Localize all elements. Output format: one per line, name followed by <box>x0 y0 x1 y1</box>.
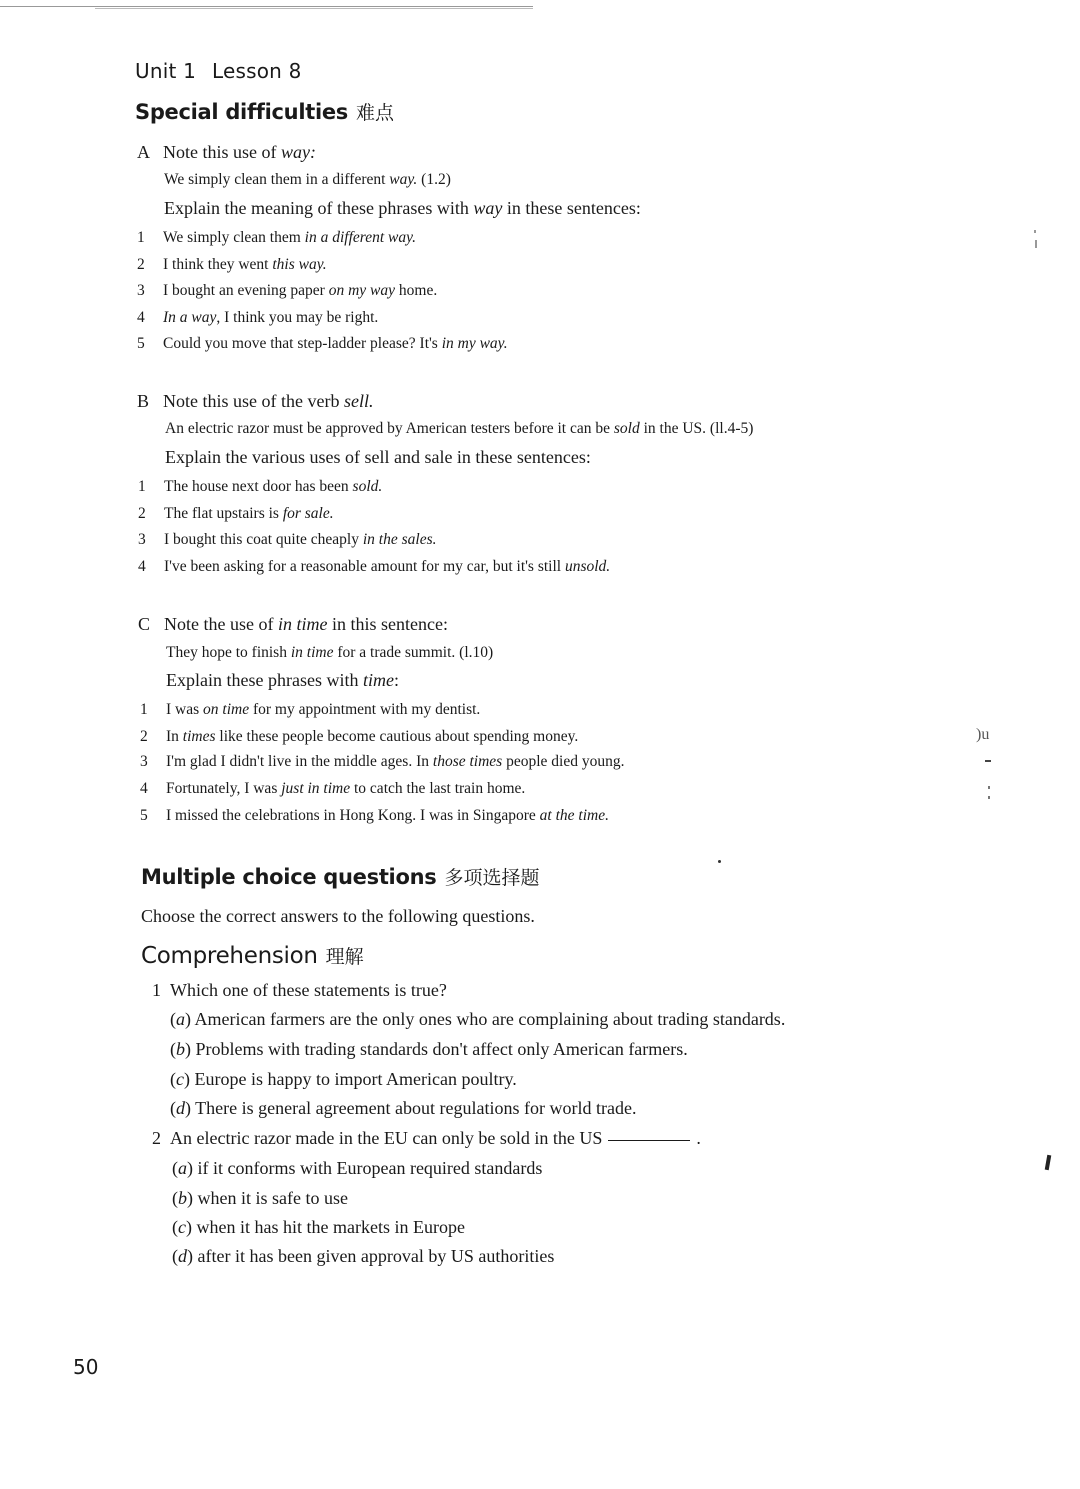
mcq-title: Multiple choice questions <box>141 865 437 889</box>
list-item: 5 I missed the celebrations in Hong Kong. I was in Singapore at the time. <box>140 807 609 824</box>
page-number: 50 <box>73 1355 99 1379</box>
lesson-label: Lesson 8 <box>212 59 302 83</box>
question-1: 1 Which one of these statements is true? <box>152 980 447 1000</box>
option-d: (d) after it has been given approval by US authorities <box>172 1246 555 1266</box>
comprehension-title-cn: 理解 <box>325 946 364 968</box>
margin-mark <box>985 760 991 762</box>
option-c: (c) Europe is happy to import American poultry. <box>170 1069 517 1089</box>
list-item: 1 The house next door has been sold. <box>138 478 383 495</box>
section-c-example: They hope to finish in time for a trade summit. (l.10) <box>166 644 494 661</box>
list-item: 2 The flat upstairs is for sale. <box>138 505 334 522</box>
unit-lesson-heading <box>135 59 302 83</box>
section-b-note: B Note this use of the verb sell. <box>137 391 374 411</box>
top-rule <box>0 6 533 7</box>
section-a-instruction: Explain the meaning of these phrases with way in these sentences: <box>164 198 641 218</box>
margin-mark <box>988 796 990 799</box>
mcq-title-cn: 多项选择题 <box>444 867 540 889</box>
option-b: (b) Problems with trading standards don't affect only American farmers. <box>170 1039 688 1059</box>
list-item: 5 Could you move that step-ladder please? It's in my way. <box>137 335 508 352</box>
unit-label: Unit 1 <box>135 59 196 83</box>
section-title-cn: 难点 <box>356 102 395 124</box>
question-2: 2 An electric razor made in the EU can only be sold in the US . <box>152 1128 701 1148</box>
comprehension-title: Comprehension <box>141 943 318 969</box>
option-d: (d) There is general agreement about regulations for world trade. <box>170 1098 637 1118</box>
top-rule-inner <box>95 8 533 9</box>
margin-mark <box>1045 1155 1052 1170</box>
option-a: (a) American farmers are the only ones who are complaining about trading standards. <box>170 1009 786 1029</box>
list-item: 4 I've been asking for a reasonable amount for my car, but it's still unsold. <box>138 558 611 575</box>
list-item: 2 In times like these people become cautious about spending money. <box>140 728 579 745</box>
special-difficulties-heading <box>135 98 394 125</box>
list-item: 1 I was on time for my appointment with my dentist. <box>140 701 481 718</box>
section-letter: A <box>137 142 150 162</box>
section-c-note: C Note the use of in time in this sentence: <box>138 614 448 634</box>
option-a: (a) if it conforms with European required standards <box>172 1158 543 1178</box>
list-item: 3 I bought this coat quite cheaply in the sales. <box>138 531 437 548</box>
mcq-heading <box>141 863 539 890</box>
option-c: (c) when it has hit the markets in Europe <box>172 1217 465 1237</box>
list-item: 3 I'm glad I didn't live in the middle ages. In those times people died young. <box>140 753 625 770</box>
list-item: 4 Fortunately, I was just in time to catch the last train home. <box>140 780 526 797</box>
section-a-example: We simply clean them in a different way. (1.2) <box>164 171 451 188</box>
margin-text: )u <box>976 726 990 743</box>
option-b: (b) when it is safe to use <box>172 1188 348 1208</box>
list-item: 4 In a way, I think you may be right. <box>137 309 379 326</box>
margin-mark <box>988 786 990 789</box>
margin-mark <box>1035 240 1037 248</box>
list-item: 3 I bought an evening paper on my way home. <box>137 282 438 299</box>
section-c-instruction: Explain these phrases with time: <box>166 670 399 690</box>
margin-mark <box>718 860 721 863</box>
section-letter: C <box>138 614 151 634</box>
section-a-note: A Note this use of way: <box>137 142 316 162</box>
list-item: 1 We simply clean them in a different way. <box>137 229 417 246</box>
margin-mark <box>1034 230 1036 233</box>
section-title: Special difficulties <box>135 100 349 124</box>
section-letter: B <box>137 391 150 411</box>
answer-blank <box>608 1140 690 1141</box>
section-b-example: An electric razor must be approved by American testers before it can be sold in the US. (ll.4-5) <box>165 420 754 437</box>
comprehension-heading <box>141 942 364 969</box>
list-item: 2 I think they went this way. <box>137 256 327 273</box>
mcq-instruction: Choose the correct answers to the following questions. <box>141 906 535 926</box>
section-b-instruction: Explain the various uses of sell and sale in these sentences: <box>165 447 591 467</box>
